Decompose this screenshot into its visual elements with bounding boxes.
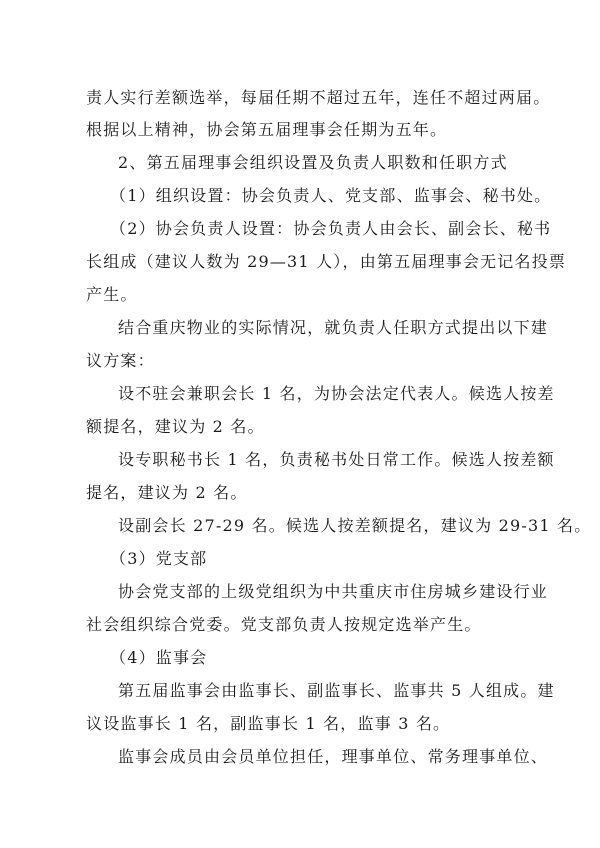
paragraph-line: （1）组织设置：协会负责人、党支部、监事会、秘书处。 [110, 186, 552, 205]
section-heading: 2、第五届理事会组织设置及负责人职数和任职方式 [118, 153, 508, 172]
paragraph-line: 监事会成员由会员单位担任，理事单位、常务理事单位、 [118, 747, 549, 766]
paragraph-line: 社会组织综合党委。党支部负责人按规定选举产生。 [86, 615, 482, 634]
paragraph-line: 设副会长 27-29 名。候选人按差额提名，建议为 29-31 名。 [118, 516, 592, 535]
paragraph-line: 提名，建议为 2 名。 [86, 483, 248, 502]
subsection-heading: （3）党支部 [110, 549, 208, 568]
paragraph-line: 协会党支部的上级党组织为中共重庆市住房城乡建设行业 [118, 582, 549, 601]
paragraph-line: 设专职秘书长 1 名，负责秘书处日常工作。候选人按差额 [118, 450, 555, 469]
subsection-heading: （4）监事会 [110, 648, 208, 667]
paragraph-line: 产生。 [86, 285, 138, 304]
paragraph-line: 议方案： [86, 351, 155, 370]
paragraph-line: 结合重庆物业的实际情况，就负责人任职方式提出以下建 [118, 318, 549, 337]
paragraph-line: 长组成（建议人数为 29—31 人），由第五届理事会无记名投票 [86, 252, 567, 271]
paragraph-line: 额提名，建议为 2 名。 [86, 417, 265, 436]
paragraph-line: 根据以上精神，协会第五届理事会任期为五年。 [86, 120, 448, 139]
paragraph-line: 责人实行差额选举，每届任期不超过五年，连任不超过两届。 [86, 88, 551, 107]
paragraph-line: 议设监事长 1 名，副监事长 1 名，监事 3 名。 [86, 714, 451, 733]
paragraph-line: 第五届监事会由监事长、副监事长、监事共 5 人组成。建 [118, 681, 555, 700]
paragraph-line: 设不驻会兼职会长 1 名，为协会法定代表人。候选人按差 [118, 384, 555, 403]
paragraph-line: （2）协会负责人设置：协会负责人由会长、副会长、秘书 [110, 219, 552, 238]
